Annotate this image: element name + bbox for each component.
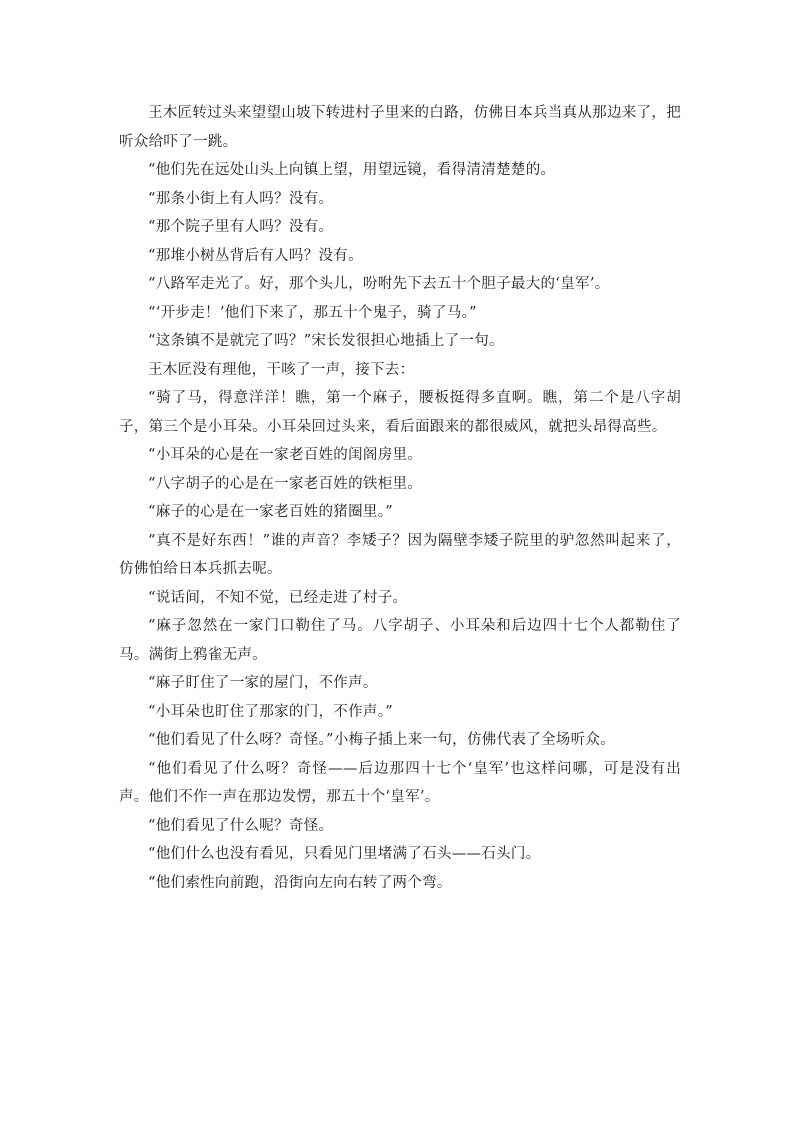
paragraph: “他们先在远处山头上向镇上望，用望远镜，看得清清楚楚的。: [148, 162, 556, 178]
paragraph: 王木匠没有理他，干咳了一声，接下去：: [148, 361, 415, 378]
paragraph: “他们看见了什么呀？奇怪——后边那四十七个‘皇军’也这样问哪，可是没有出声。他们不作一声在那边发愣，那五十个‘皇军’。: [119, 760, 681, 805]
paragraph: “那个院子里有人吗？没有。: [148, 219, 334, 235]
paragraph: “他们索性向前跑，沿街向左向右转了两个弯。: [148, 874, 452, 891]
paragraph: “说话间，不知不觉，已经走进了村子。: [148, 589, 408, 606]
paragraph: “八字胡子的心是在一家老百姓的铁柜里。: [148, 475, 423, 492]
paragraph: 王木匠转过头来望望山坡下转进村子里来的白路，仿佛日本兵当真从那边来了，把听众给吓了一跳。: [119, 105, 681, 150]
paragraph: “他们看见了什么呢？奇怪。: [148, 817, 334, 834]
paragraph: “八路军走光了。好，那个头儿，吩咐先下去五十个胆子最大的‘皇军’。: [148, 276, 610, 292]
paragraph: “那堆小树丛背后有人吗？没有。: [148, 247, 363, 264]
paragraph: “骑了马，得意洋洋！瞧，第一个麻子，腰板挺得多直啊。瞧，第二个是八字胡子，第三个是小耳朵。小耳朵回过头来，看后面跟来的都很威风，就把头昂得高些。: [119, 390, 681, 435]
paragraph: “小耳朵也盯住了那家的门，不作声。”: [148, 703, 393, 720]
paragraph: “他们什么也没有看见，只看见门里堵满了石头——石头门。: [148, 846, 541, 862]
paragraph: “那条小街上有人吗？没有。: [148, 190, 334, 207]
paragraph: “他们看见了什么呀？奇怪。”小梅子插上来一句，仿佛代表了全场听众。: [148, 732, 615, 748]
paragraph: “小耳朵的心是在一家老百姓的闺阁房里。: [148, 447, 423, 463]
paragraph: “‘开步走！’他们下来了，那五十个鬼子，骑了马。”: [148, 304, 477, 321]
document-body: [119, 99, 681, 897]
paragraph: “麻子的心是在一家老百姓的猪圈里。”: [148, 504, 393, 520]
paragraph: “麻子忽然在一家门口勒住了马。八字胡子、小耳朵和后边四十七个人都勒住了马。满街上鸦雀无声。: [119, 618, 681, 663]
paragraph: “真不是好东西！”谁的声音？李矮子？因为隔壁李矮子院里的驴忽然叫起来了，仿佛怕给日本兵抓去呢。: [119, 532, 681, 577]
paragraph: “这条镇不是就完了吗？”宋长发很担心地插上了一句。: [148, 333, 504, 349]
paragraph: “麻子盯住了一家的屋门，不作声。: [148, 675, 378, 691]
